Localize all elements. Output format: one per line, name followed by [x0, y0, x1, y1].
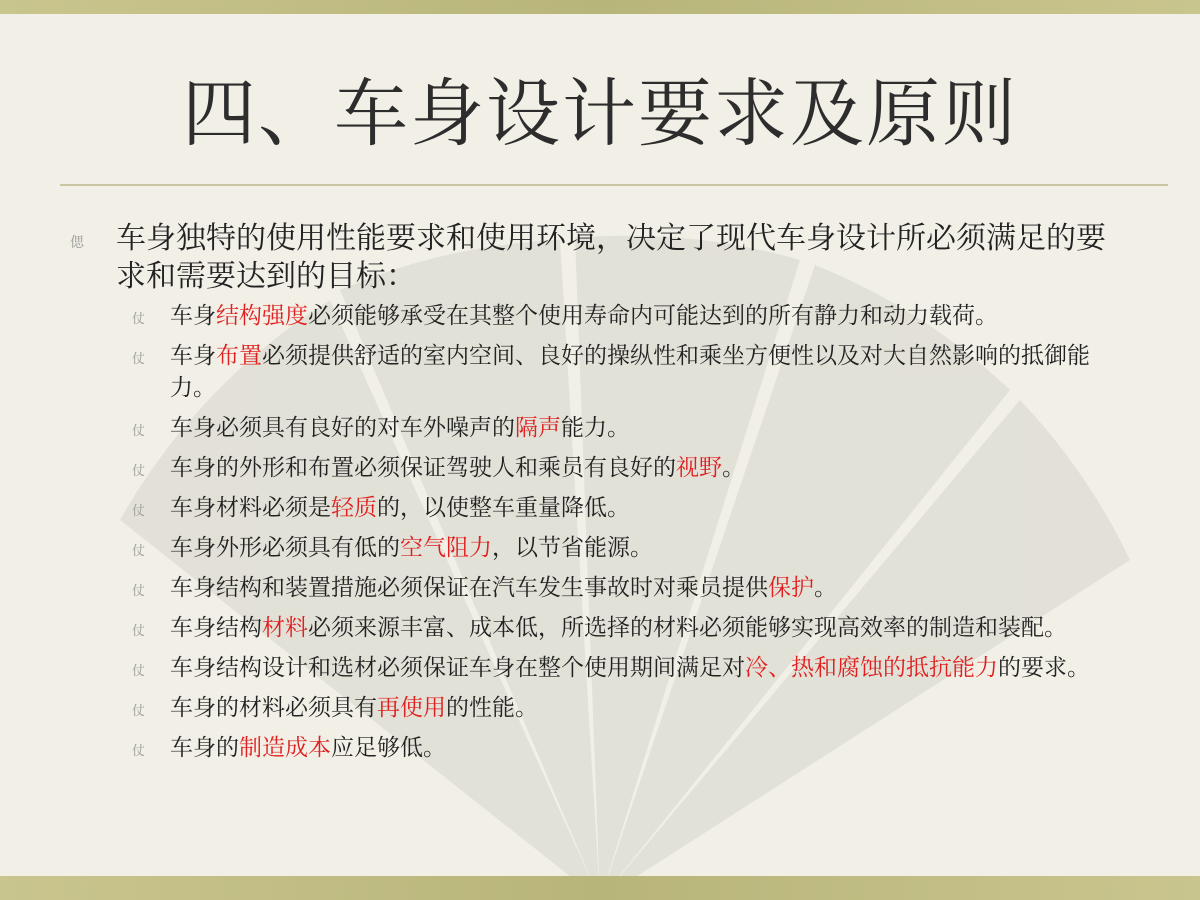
sub-point	[132, 532, 1150, 564]
sub-point-post: 的要求。	[998, 655, 1090, 681]
sub-point-text	[170, 652, 1130, 684]
highlight-text: 保护	[768, 575, 814, 601]
sub-point	[132, 340, 1150, 404]
slide-title: 四、车身设计要求及原则	[182, 71, 1018, 157]
sub-point-text	[170, 412, 1130, 444]
sub-point-post: 必须来源丰富、成本低，所选择的材料必须能够实现高效率的制造和装配。	[308, 615, 1067, 641]
highlight-text: 隔声	[515, 415, 561, 441]
sub-point-post: 的性能。	[446, 695, 538, 721]
sub-bullet-icon: 仗	[132, 424, 146, 439]
highlight-text: 空气阻力	[400, 535, 492, 561]
sub-point-post: 能力。	[561, 415, 630, 441]
main-point	[70, 220, 1150, 296]
sub-point-pre: 车身	[170, 343, 216, 369]
highlight-text: 材料	[262, 615, 308, 641]
sub-point-text	[170, 532, 1130, 564]
bullet-icon: 偲	[70, 235, 84, 251]
sub-point-text	[170, 572, 1130, 604]
slide-body	[70, 220, 1150, 772]
sub-point	[132, 692, 1150, 724]
sub-point-pre: 车身	[170, 303, 216, 329]
sub-point	[132, 572, 1150, 604]
sub-bullet-icon: 仗	[132, 704, 146, 719]
sub-point-post: 。	[814, 575, 837, 601]
sub-bullet-icon: 仗	[132, 664, 146, 679]
bottom-decor-bar	[0, 876, 1200, 900]
sub-point-post: 应足够低。	[331, 735, 446, 761]
highlight-text: 轻质	[331, 495, 377, 521]
sub-bullet-icon: 仗	[132, 744, 146, 759]
highlight-text: 视野	[676, 455, 722, 481]
sub-bullet-icon: 仗	[132, 624, 146, 639]
sub-point-text	[170, 692, 1130, 724]
sub-point-pre: 车身的材料必须具有	[170, 695, 377, 721]
sub-point-pre: 车身结构设计和选材必须保证车身在整个使用期间满足对	[170, 655, 745, 681]
sub-point-pre: 车身的外形和布置必须保证驾驶人和乘员有良好的	[170, 455, 676, 481]
sub-point-post: 必须能够承受在其整个使用寿命内可能达到的所有静力和动力载荷。	[308, 303, 998, 329]
sub-point-text	[170, 300, 1130, 332]
sub-point	[132, 412, 1150, 444]
sub-point-post: 的，以使整车重量降低。	[377, 495, 630, 521]
sub-point-pre: 车身的	[170, 735, 239, 761]
sub-bullet-icon: 仗	[132, 352, 146, 367]
sub-point-pre: 车身外形必须具有低的	[170, 535, 400, 561]
top-decor-bar	[0, 0, 1200, 14]
sub-point	[132, 652, 1150, 684]
title-divider	[60, 184, 1168, 186]
highlight-text: 制造成本	[239, 735, 331, 761]
sub-point-text	[170, 340, 1130, 404]
sub-point-post: 必须提供舒适的室内空间、良好的操纵性和乘坐方便性以及对大自然影响的抵御能力。	[170, 343, 1090, 401]
highlight-text: 冷、热和腐蚀的抵抗能力	[745, 655, 998, 681]
sub-bullet-icon: 仗	[132, 504, 146, 519]
sub-bullet-icon: 仗	[132, 584, 146, 599]
sub-point-text	[170, 612, 1130, 644]
sub-point	[132, 612, 1150, 644]
sub-point-post: ，以节省能源。	[492, 535, 653, 561]
sub-bullet-icon: 仗	[132, 464, 146, 479]
sub-point-text	[170, 452, 1130, 484]
sub-point-pre: 车身材料必须是	[170, 495, 331, 521]
sub-point-pre: 车身必须具有良好的对车外噪声的	[170, 415, 515, 441]
sub-bullet-icon: 仗	[132, 312, 146, 327]
sub-point	[132, 732, 1150, 764]
sub-bullet-icon: 仗	[132, 544, 146, 559]
sub-point-post: 。	[722, 455, 745, 481]
highlight-text: 结构强度	[216, 303, 308, 329]
sub-point	[132, 452, 1150, 484]
sub-point-text	[170, 732, 1130, 764]
sub-point-text	[170, 492, 1130, 524]
sub-point	[132, 300, 1150, 332]
highlight-text: 布置	[216, 343, 262, 369]
sub-point-list	[70, 300, 1150, 764]
highlight-text: 再使用	[377, 695, 446, 721]
main-point-text: 车身独特的使用性能要求和使用环境，决定了现代车身设计所必须满足的要求和需要达到的目标：	[116, 221, 1106, 294]
sub-point-pre: 车身结构和装置措施必须保证在汽车发生事故时对乘员提供	[170, 575, 768, 601]
sub-point	[132, 492, 1150, 524]
sub-point-pre: 车身结构	[170, 615, 262, 641]
